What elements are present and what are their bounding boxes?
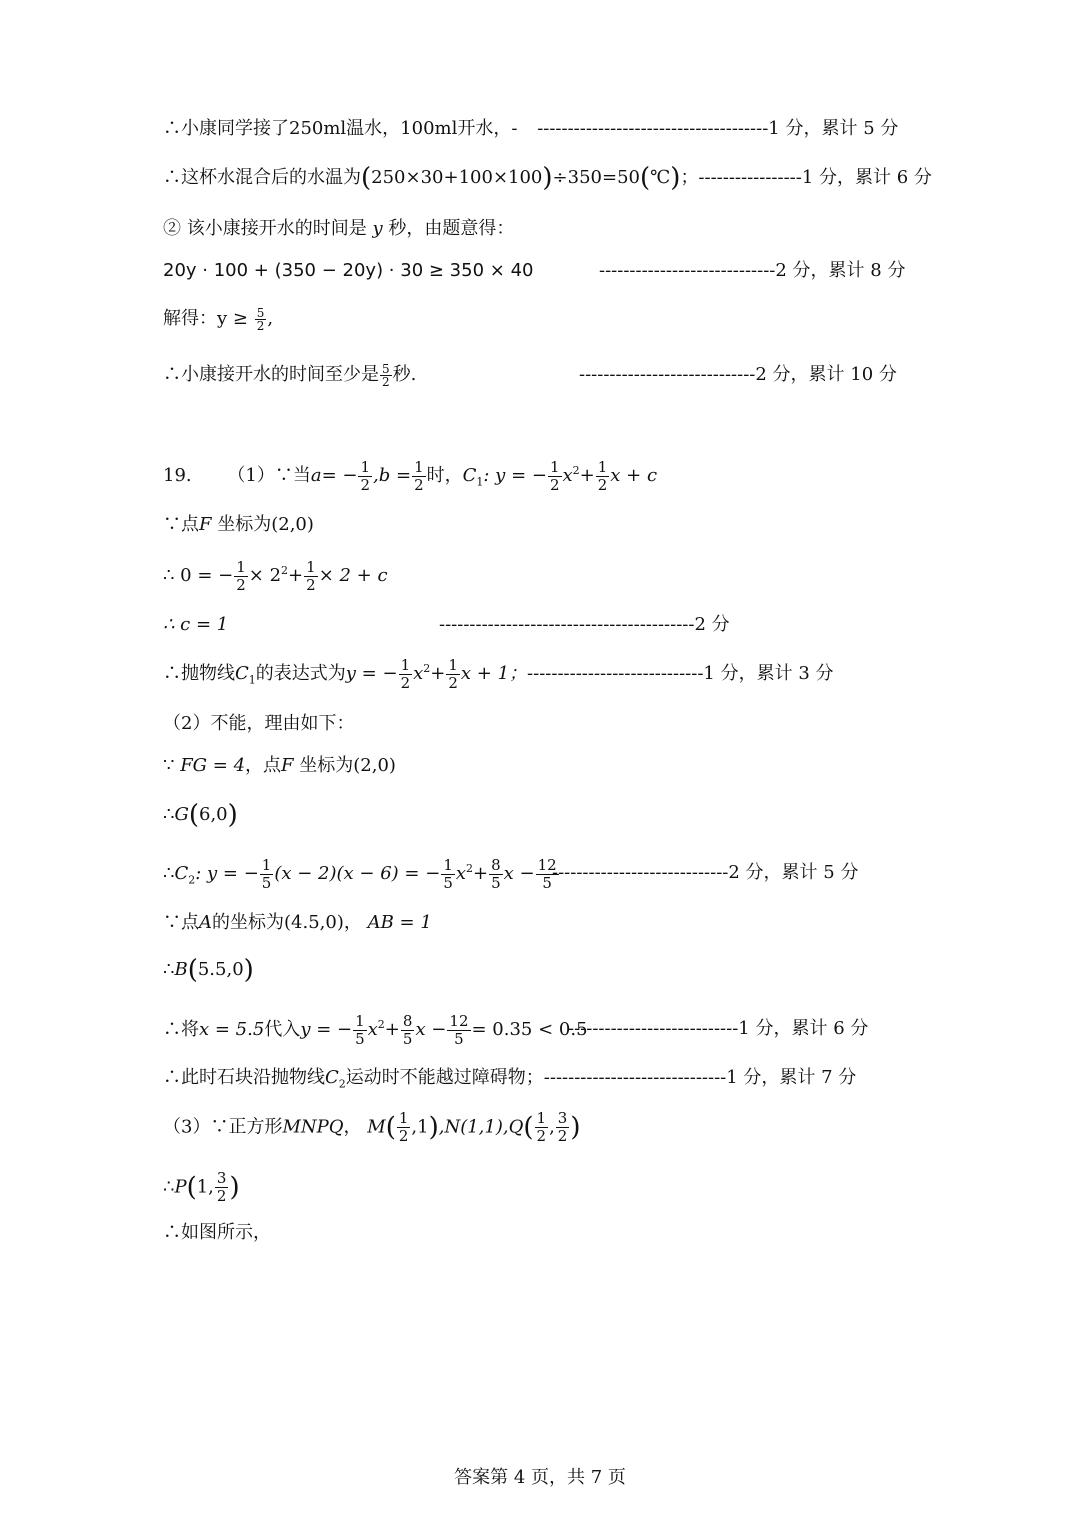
line-substitute-x: ∴将x = 5.5代入y = − $\frac{1}{5}$ $x^2+$ $\frac{8}{5}$ x − $\frac{12}{5}$ = 0.35 < 0.5 ----------------------------1 分，累计 6 分 [163,1011,869,1048]
line-c-value: ∴ c = 1 ------------------------------------------2 分 [163,614,730,635]
line-water-amounts: ∴小康同学接了250ml温水，100ml开水，- --------------------------------------1 分，累计 5 分 [163,118,899,139]
line-mixed-temperature: ∴这杯水混合后的水温为(250×30+100×100)÷350=50(℃)；-----------------1 分，累计 6 分 [163,163,932,193]
line-let-y: ② 该小康接开水的时间是 y 秒，由题意得： [163,218,515,239]
page-footer: 答案第 4 页，共 7 页 [454,1467,626,1488]
line-point-g: ∴G(6,0) [163,800,238,830]
line-as-shown: ∴如图所示， [163,1222,271,1243]
line-obstacle: ∴此时石块沿抛物线$C_2$运动时不能越过障碍物；------------------------------1 分，累计 7 分 [163,1067,857,1091]
line-point-a: ∵点A的坐标为(4.5,0)， AB = 1 [163,912,432,933]
line-substitute-f: ∴ 0 = − $\frac{1}{2}$ × $2^2+$ $\frac{1}{2}$ × 2 + c [163,557,388,594]
q19-part2-label: （2）不能，理由如下： [163,713,355,734]
line-parabola-c1: ∴抛物线$C_1$的表达式为y = − $\frac{1}{2}$ $x^2+$ $\frac{1}{2}$ x + 1；-----------------------------1 分，累计 3 分 [163,655,834,692]
fraction-five-halves: $\frac{5}{2}$ [256,305,265,333]
line-fg: ∵ FG = 4，点F 坐标为(2,0) [163,755,396,776]
line-parabola-c2: $\therefore C_2$: y = − $\frac{1}{5}$ (x − 2)(x − 6) = − $\frac{1}{5}$ $x^2+$ $\frac{8}{5}$ x − $\frac{12}{5}$ -----------------------------2 分，累计 5 分 [163,855,859,892]
line-inequality: 20y · 100 + (350 − 20y) · 30 ≥ 350 × 40 -----------------------------2 分，累计 8 分 [163,260,906,281]
fraction-five-halves: $\frac{5}{2}$ [382,361,390,389]
q19-part3-square: （3）∵正方形MNPQ， M( $\frac{1}{2}$ ,1),N(1,1),Q( $\frac{1}{2}$ , $\frac{3}{2}$ ) [163,1109,581,1145]
line-point-f: ∵点F 坐标为(2,0) [163,514,314,535]
line-solution: 解得：y ≥ $\frac{5}{2}$ , [163,305,274,333]
line-point-b: ∴B(5.5,0) [163,955,254,985]
line-point-p: ∴P(1, $\frac{3}{2}$ ) [163,1169,240,1205]
line-min-time: ∴小康接开水的时间至少是 $\frac{5}{2}$ 秒. -----------------------------2 分，累计 10 分 [163,361,897,389]
q19-part1-given: 19. （1）∵当a= − $\frac{1}{2}$ ,b = $\frac{1}{2}$ 时，$C_1$: y = − $\frac{1}{2}$ $x^2+$ $\frac{1}{2}$ x + c [163,457,658,494]
